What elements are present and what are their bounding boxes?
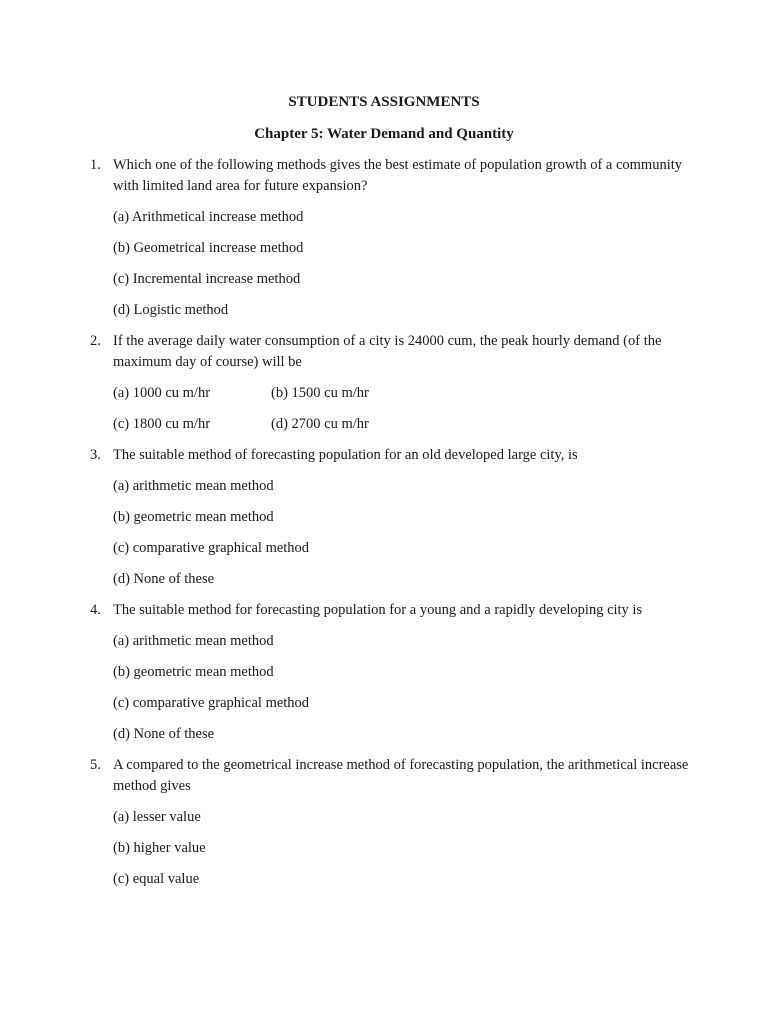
question-text: Which one of the following methods gives the best estimate of population growth of a community with limited land area for future expansion?	[113, 157, 683, 194]
option-row-2	[113, 414, 690, 435]
question-number: 1.	[90, 157, 101, 173]
question-text: The suitable method of forecasting population for an old developed large city, is	[113, 447, 578, 463]
option-a: (a) lesser value	[113, 809, 201, 825]
question-text: The suitable method for forecasting population for a young and a rapidly developing city is	[113, 602, 643, 618]
option-a: (a) 1000 cu m/hr	[113, 385, 211, 401]
question-number: 2.	[90, 333, 101, 349]
question-number: 4.	[90, 602, 101, 618]
option-row-1	[113, 383, 690, 404]
option-b: (b) geometric mean method	[113, 509, 274, 525]
option-a: (a) Arithmetical increase method	[113, 209, 304, 225]
option-b: (b) geometric mean method	[113, 664, 274, 680]
document-subtitle: Chapter 5: Water Demand and Quantity	[254, 126, 514, 142]
question-5	[90, 755, 690, 890]
option-d: (d) None of these	[113, 571, 215, 587]
option-b: (b) Geometrical increase method	[113, 240, 304, 256]
option-d: (d) 2700 cu m/hr	[271, 416, 369, 432]
option-b: (b) higher value	[113, 840, 206, 856]
option-d: (d) Logistic method	[113, 302, 229, 318]
question-number: 5.	[90, 757, 101, 773]
question-text: If the average daily water consumption of a city is 24000 cum, the peak hourly demand (of the maximum day of course) will be	[113, 333, 662, 370]
document-title: STUDENTS ASSIGNMENTS	[288, 94, 480, 110]
question-4	[90, 600, 690, 745]
question-2	[90, 331, 690, 435]
option-c: (c) 1800 cu m/hr	[113, 416, 211, 432]
option-c: (c) Incremental increase method	[113, 271, 301, 287]
question-text: A compared to the geometrical increase method of forecasting population, the arithmetical increase method gives	[113, 757, 689, 794]
option-a: (a) arithmetic mean method	[113, 478, 274, 494]
option-c: (c) comparative graphical method	[113, 540, 310, 556]
question-3	[90, 445, 690, 590]
option-a: (a) arithmetic mean method	[113, 633, 274, 649]
question-list	[90, 155, 690, 900]
option-d: (d) None of these	[113, 726, 215, 742]
question-number: 3.	[90, 447, 101, 463]
option-c: (c) equal value	[113, 871, 200, 887]
question-1	[90, 155, 690, 321]
option-c: (c) comparative graphical method	[113, 695, 310, 711]
option-b: (b) 1500 cu m/hr	[271, 385, 369, 401]
